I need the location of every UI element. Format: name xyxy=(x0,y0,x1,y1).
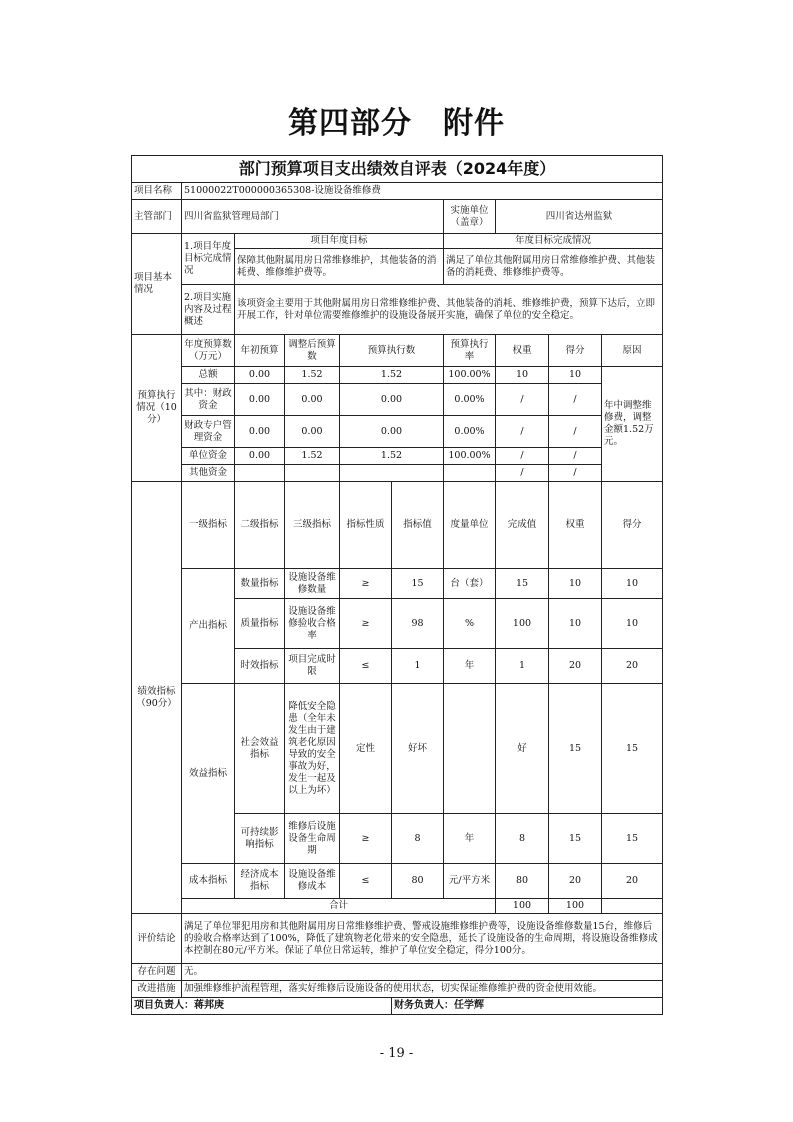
budget-item-name: 单位资金 xyxy=(182,448,235,465)
indicator-unit: 年 xyxy=(444,649,496,684)
improve-row xyxy=(132,981,663,998)
indicator-done: 1 xyxy=(496,649,549,684)
budget-rate xyxy=(444,465,496,482)
budget-header: 预算执行率 xyxy=(444,335,496,367)
indicator-l2: 时效指标 xyxy=(235,649,285,684)
indicator-score: 15 xyxy=(602,814,663,864)
indicator-done: 15 xyxy=(496,569,549,599)
indicator-nature: ≥ xyxy=(340,599,392,649)
indicator-done: 100 xyxy=(496,599,549,649)
budget-rate: 100.00% xyxy=(444,367,496,384)
budget-executed xyxy=(340,465,444,482)
indicator-l3: 维修后设施设备生命周期 xyxy=(285,814,340,864)
budget-header: 年初预算 xyxy=(235,335,285,367)
impl-unit-label: 实施单位（盖章） xyxy=(444,200,496,234)
budget-adjusted xyxy=(285,465,340,482)
budget-header: 年度预算数（万元） xyxy=(182,335,235,367)
indicator-score: 10 xyxy=(602,599,663,649)
indicator-l3: 项目完成时限 xyxy=(285,649,340,684)
finance-leader: 财务负责人：任学辉 xyxy=(392,998,663,1015)
content-label: 2.项目实施内容及过程概述 xyxy=(182,285,235,335)
cost-indicator-label: 成本指标 xyxy=(182,864,235,899)
budget-executed: 0.00 xyxy=(340,384,444,416)
indicator-score: 20 xyxy=(602,864,663,899)
perf-header: 完成值 xyxy=(496,482,549,569)
completion-header: 年度目标完成情况 xyxy=(444,234,663,249)
budget-adjusted: 0.00 xyxy=(285,384,340,416)
indicator-weight: 15 xyxy=(549,814,602,864)
indicator-l2: 可持续影响指标 xyxy=(235,814,285,864)
budget-header: 得分 xyxy=(549,335,602,367)
project-leader: 项目负责人：蒋邦庚 xyxy=(132,998,392,1015)
indicator-done: 好 xyxy=(496,684,549,814)
indicator-l3: 设施设备维修数量 xyxy=(285,569,340,599)
budget-score: / xyxy=(549,448,602,465)
indicator-unit: % xyxy=(444,599,496,649)
budget-item-name: 其他资金 xyxy=(182,465,235,482)
total-weight: 100 xyxy=(496,899,549,914)
budget-rate: 100.00% xyxy=(444,448,496,465)
budget-initial: 0.00 xyxy=(235,367,285,384)
indicator-value: 80 xyxy=(392,864,444,899)
table-title-row xyxy=(132,156,663,183)
indicator-value: 15 xyxy=(392,569,444,599)
improve-label: 改进措施 xyxy=(132,981,182,998)
budget-weight: 10 xyxy=(496,367,549,384)
perf-header: 指标值 xyxy=(392,482,444,569)
dept-label: 主管部门 xyxy=(132,200,182,234)
indicator-value: 好坏 xyxy=(392,684,444,814)
indicator-weight: 10 xyxy=(549,599,602,649)
indicator-nature: ≤ xyxy=(340,649,392,684)
budget-score: / xyxy=(549,416,602,448)
impl-unit-value: 四川省达州监狱 xyxy=(496,200,663,234)
indicator-nature: ≥ xyxy=(340,569,392,599)
content-row xyxy=(132,285,663,335)
indicator-l2: 社会效益指标 xyxy=(235,684,285,814)
indicator-value: 98 xyxy=(392,599,444,649)
budget-weight: / xyxy=(496,448,549,465)
budget-row xyxy=(132,384,663,416)
budget-label: 预算执行情况（10分） xyxy=(132,335,182,482)
budget-initial: 0.00 xyxy=(235,448,285,465)
indicator-weight: 15 xyxy=(549,684,602,814)
indicator-done: 80 xyxy=(496,864,549,899)
budget-item-name: 总额 xyxy=(182,367,235,384)
total-label: 合计 xyxy=(182,899,496,914)
output-indicator-label: 产出指标 xyxy=(182,569,235,684)
budget-header: 预算执行数 xyxy=(340,335,444,367)
budget-header: 调整后预算数 xyxy=(285,335,340,367)
indicator-value: 1 xyxy=(392,649,444,684)
completion-text: 满足了单位其他附属用房日常维修维护费、其他装备的消耗费、维修维护费等。 xyxy=(444,249,663,285)
budget-row xyxy=(132,416,663,448)
budget-weight: / xyxy=(496,384,549,416)
benefit-indicator-label: 效益指标 xyxy=(182,684,235,864)
total-score: 100 xyxy=(549,899,602,914)
indicator-row xyxy=(132,569,663,599)
eval-label: 评价结论 xyxy=(132,914,182,964)
budget-adjusted: 1.52 xyxy=(285,367,340,384)
perf-header: 权重 xyxy=(549,482,602,569)
issue-label: 存在问题 xyxy=(132,964,182,981)
indicator-l3: 设施设备维修成本 xyxy=(285,864,340,899)
indicator-unit: 年 xyxy=(444,814,496,864)
budget-item-name: 其中：财政资金 xyxy=(182,384,235,416)
improve-text: 加强维修维护流程管理，落实好维修后设施设备的使用状态，切实保证维修维护费的资金使用效能。 xyxy=(182,981,663,998)
budget-executed: 1.52 xyxy=(340,448,444,465)
indicator-l2: 质量指标 xyxy=(235,599,285,649)
budget-weight: / xyxy=(496,416,549,448)
budget-score: / xyxy=(549,384,602,416)
basic-info-label: 项目基本情况 xyxy=(132,234,182,335)
indicator-score: 10 xyxy=(602,569,663,599)
page-title: 第四部分 附件 xyxy=(288,106,505,141)
indicator-done: 8 xyxy=(496,814,549,864)
indicator-unit: 台（套） xyxy=(444,569,496,599)
perf-header: 一级指标 xyxy=(182,482,235,569)
total-empty xyxy=(602,899,663,914)
budget-header: 原因 xyxy=(602,335,663,367)
issue-text: 无。 xyxy=(182,964,663,981)
annual-goal-text: 保障其他附属用房日常维修维护，其他装备的消耗费、维修维护费等。 xyxy=(235,249,444,285)
perf-header: 二级指标 xyxy=(235,482,285,569)
project-name-label: 项目名称 xyxy=(132,183,182,200)
total-row xyxy=(132,899,663,914)
budget-rate: 0.00% xyxy=(444,416,496,448)
budget-row xyxy=(132,465,663,482)
budget-initial: 0.00 xyxy=(235,416,285,448)
indicator-score: 15 xyxy=(602,684,663,814)
eval-text: 满足了单位罪犯用房和其他附属用房日常维修维护费、警戒设施维修维护费等，设施设备维修数量15台，维修后的验收合格率达到了100%，降低了建筑物老化带来的安全隐患，延长了设施设备的生命周期，将设施设备维修成本控制在80元/平方米。保证了单位日常运转，维护了单位安全稳定，得分100分。 xyxy=(182,914,663,964)
project-name-row xyxy=(132,183,663,200)
table-title: 部门预算项目支出绩效自评表（2024年度） xyxy=(132,156,663,183)
indicator-nature: ≥ xyxy=(340,814,392,864)
page-number: - 19 - xyxy=(379,1046,414,1061)
indicator-row xyxy=(132,684,663,814)
perf-header: 指标性质 xyxy=(340,482,392,569)
budget-adjusted: 1.52 xyxy=(285,448,340,465)
indicator-l2: 经济成本指标 xyxy=(235,864,285,899)
budget-weight: / xyxy=(496,465,549,482)
indicator-weight: 10 xyxy=(549,569,602,599)
goal-header-row xyxy=(132,234,663,249)
self-evaluation-sheet xyxy=(131,155,662,1015)
budget-initial: 0.00 xyxy=(235,384,285,416)
budget-adjusted: 0.00 xyxy=(285,416,340,448)
budget-score: / xyxy=(549,465,602,482)
indicator-value: 8 xyxy=(392,814,444,864)
annual-goal-header: 项目年度目标 xyxy=(235,234,444,249)
indicator-weight: 20 xyxy=(549,864,602,899)
content-text: 该项资金主要用于其他附属用房日常维修维护费、其他装备的消耗、维修维护费，预算下达后，立即开展工作，针对单位需要维修维护的设施设备展开实施，确保了单位的安全稳定。 xyxy=(235,285,663,335)
budget-executed: 0.00 xyxy=(340,416,444,448)
indicator-unit xyxy=(444,684,496,814)
evaluation-table xyxy=(131,155,663,1015)
budget-reason: 年中调整维修费，调整金额1.52万元。 xyxy=(602,367,663,482)
indicator-nature: 定性 xyxy=(340,684,392,814)
budget-row xyxy=(132,448,663,465)
indicator-unit: 元/平方米 xyxy=(444,864,496,899)
budget-initial xyxy=(235,465,285,482)
budget-executed: 1.52 xyxy=(340,367,444,384)
indicator-weight: 20 xyxy=(549,649,602,684)
perf-header-row xyxy=(132,482,663,569)
perf-header: 得分 xyxy=(602,482,663,569)
project-name-value: 51000022T000000365308-设施设备维修费 xyxy=(182,183,663,200)
indicator-score: 20 xyxy=(602,649,663,684)
budget-row xyxy=(132,367,663,384)
dept-row xyxy=(132,200,663,234)
budget-rate: 0.00% xyxy=(444,384,496,416)
dept-value: 四川省监狱管理局部门 xyxy=(182,200,444,234)
eval-row xyxy=(132,914,663,964)
goal-label: 1.项目年度目标完成情况 xyxy=(182,234,235,285)
issue-row xyxy=(132,964,663,981)
signature-row xyxy=(132,998,663,1015)
perf-header: 度量单位 xyxy=(444,482,496,569)
indicator-l3: 降低安全隐患（全年未发生由于建筑老化原因导致的安全事故为好，发生一起及以上为坏） xyxy=(285,684,340,814)
perf-header: 三级指标 xyxy=(285,482,340,569)
budget-item-name: 财政专户管理资金 xyxy=(182,416,235,448)
indicator-l3: 设施设备维修验收合格率 xyxy=(285,599,340,649)
budget-score: 10 xyxy=(549,367,602,384)
indicator-row xyxy=(132,864,663,899)
indicator-nature: ≤ xyxy=(340,864,392,899)
budget-header-row xyxy=(132,335,663,367)
perf-label: 绩效指标（90分） xyxy=(132,482,182,914)
budget-header: 权重 xyxy=(496,335,549,367)
indicator-l2: 数量指标 xyxy=(235,569,285,599)
